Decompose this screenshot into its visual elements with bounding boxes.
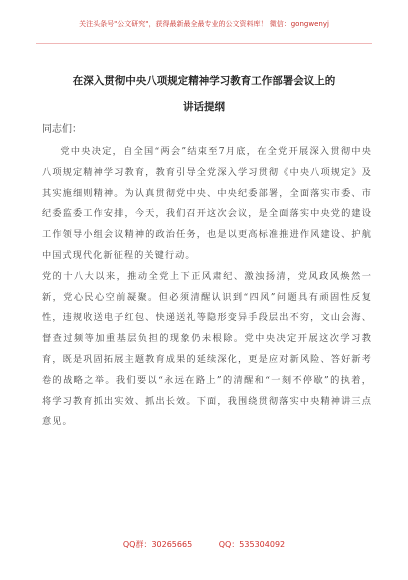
header-promo-note: 关注头条号"公文研究"，获得最新最全最专业的公文资料库！ 微信：gongwenyj <box>79 20 329 28</box>
body-paragraph: 党中央决定，自全国“两会”结束至7月底，在全党开展深入贯彻中央八项规定精神学习教育，教育引导全党深入学习贯彻《中央八项规定》及其实施细则精神。为认真贯彻党中央、中央纪委部署，全面落实市委、市纪委监委工作安排，今天，我们召开这次会议，是全面落实中央党的建设工作领导小组会议精神的政治任务，也是以更高标准推进作风建设、护航中国式现代化新征程的关键行动。 <box>42 146 372 261</box>
salutation: 同志们： <box>42 124 82 135</box>
footer-qq-number: QQ：535304092 <box>218 540 286 549</box>
document-title <box>36 68 372 120</box>
footer-contact <box>0 539 408 550</box>
document-body <box>42 142 372 433</box>
header-divider <box>36 43 372 44</box>
footer-qq-group: QQ群：30265665 <box>122 540 193 549</box>
document-title-line-1: 在深入贯彻中央八项规定精神学习教育工作部署会议上的 <box>72 75 336 87</box>
document-title-line-2: 讲话提纲 <box>183 101 225 113</box>
body-paragraph: 党的十八大以来，推动全党上下正风肃纪、激浊扬清，党风政风焕然一新，党心民心空前凝聚。但必须清醒认识到“四风”问题具有顽固性反复性，违规收送电子红包、快递送礼等隐形变异手段层出不穷，文山会海、督查过频等加重基层负担的现象仍未根除。党中央决定开展这次学习教育，既是巩固拓展主题教育成果的延续深化，更是应对新风险、答好新考卷的战略之举。我们要以“永远在路上”的清醒和“一刻不停歇”的执着，将学习教育抓出实效、抓出长效。下面，我围绕贯彻落实中央精神讲三点意见。 <box>42 270 372 428</box>
